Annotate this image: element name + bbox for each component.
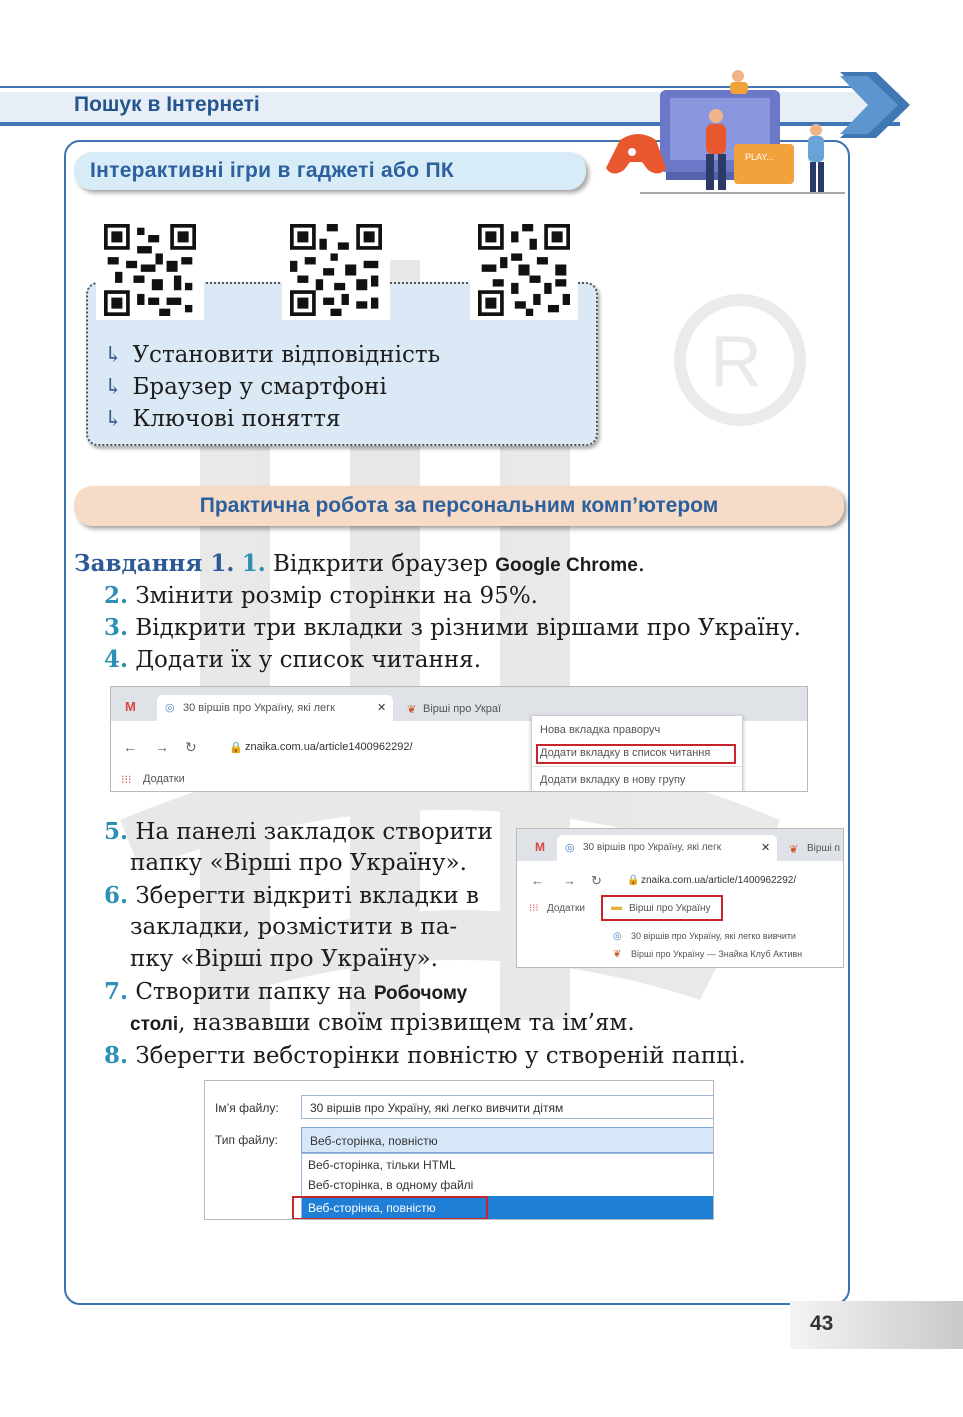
tab-favicon: ❦ [789,844,799,856]
option-complete-selected[interactable]: Веб-сторінка, повністю [302,1196,714,1220]
page-number: 43 [810,1312,834,1335]
bookmark-item-1[interactable]: 30 віршів про Україну, які легко вивчити [631,931,796,941]
task-step-3: 3. Відкрити три вкладки з різними віршами про Україну. [104,614,801,641]
task-step-5-cont: папку «Вірші про Україну». [130,850,467,876]
gmail-icon: M [535,840,545,854]
bookmark-folder[interactable]: ▬ Вірші про Україну [601,895,723,921]
task-step-6-cont: закладки, розмістити в па- [130,914,458,940]
task-step-1: Завдання 1. 1. Відкрити браузер Google Chrome. [74,550,646,577]
reload-icon[interactable]: ↻ [591,873,602,888]
task-step-4: 4. Додати їх у список читання. [104,646,482,673]
filename-input[interactable]: 30 віршів про Україну, які легко вивчити дітям [301,1095,714,1119]
back-icon[interactable]: ← [531,873,544,888]
menu-divider [532,766,742,767]
lock-icon: 🔒 [627,875,640,886]
interactive-games-heading: Інтерактивні ігри в гаджеті або ПК [74,152,586,190]
tab-context-menu [531,715,743,792]
gmail-icon: M [125,699,136,714]
qr-code-3[interactable] [470,216,578,320]
qr-code-icon [478,224,570,316]
qr-code-2[interactable] [282,216,390,320]
tab-favicon: ❦ [407,704,417,716]
address-bar[interactable]: znaika.com.ua/article/1400962292/ [641,875,797,886]
tab-favicon: ◎ [565,842,575,854]
filetype-options [301,1153,714,1220]
gamers-illustration [600,68,850,196]
filetype-select[interactable]: Веб-сторінка, повністю [301,1127,714,1153]
apps-icon: ⁝⁝⁝ [529,903,539,914]
save-dialog-screenshot: Ім’я файлу: 30 віршів про Україну, які легко вивчити дітям Тип файлу: Веб-сторінка, повністю Веб-сторінка, тільки HTML Веб-сторінка, в одному файлі Веб-сторінка, повністю [204,1080,714,1220]
option-single-file[interactable]: Веб-сторінка, в одному файлі [308,1178,474,1192]
task-step-7-cont: столі, назвавши своїм прізвищем та ім’ям. [130,1010,635,1036]
link-smartphone-browser[interactable]: ↳ Браузер у смартфоні [104,374,387,400]
chapter-title: Пошук в Інтернеті [74,93,260,116]
tab-favicon: ◎ [165,702,175,714]
forward-icon[interactable]: → [155,739,169,755]
option-html-only[interactable]: Веб-сторінка, тільки HTML [308,1158,456,1172]
svg-text:PLAY...: PLAY... [745,152,774,162]
task-step-8: 8. Зберегти вебсторінки повністю у створеній папці. [104,1042,746,1069]
close-icon[interactable]: ✕ [761,842,771,854]
close-icon[interactable]: ✕ [377,702,387,714]
arrow-turn-icon: ↳ [104,407,123,432]
bookmark-favicon: ❦ [613,949,622,960]
task-step-5: 5. На панелі закладок створити [104,818,493,845]
menu-item-add-to-group[interactable]: Додати вкладку в нову групу [540,774,686,786]
menu-item-add-to-reading-list[interactable]: Додати вкладку в список читання [540,747,711,759]
chevron-right-icon [840,72,910,138]
qr-code-1[interactable] [96,216,204,320]
forward-icon[interactable]: → [563,873,576,888]
task-step-6-cont2: пку «Вірші про Україну». [130,946,438,972]
tab-poems-1[interactable]: ◎ 30 віршів про Україну, які легк ✕ [157,695,393,721]
qr-code-icon [290,224,382,316]
practical-work-heading: Практична робота за персональним комп’ютером [74,486,844,526]
bookmark-favicon: ◎ [613,931,622,942]
back-icon[interactable]: ← [123,739,137,755]
link-key-concepts[interactable]: ↳ Ключові поняття [104,406,341,432]
arrow-turn-icon: ↳ [104,343,123,368]
task-step-2: 2. Змінити розмір сторінки на 95%. [104,582,538,609]
task-step-6: 6. Зберегти відкриті вкладки в [104,882,479,909]
svg-text:R: R [710,322,762,402]
apps-icon: ⁝⁝⁝ [121,774,132,786]
reload-icon[interactable]: ↻ [185,739,197,755]
task-step-7: 7. Створити папку на Робочому [104,978,468,1005]
address-bar[interactable]: znaika.com.ua/article1400962292/ [245,741,413,753]
lock-icon: 🔒 [229,742,243,754]
menu-item-new-tab-right[interactable]: Нова вкладка праворуч [540,724,661,736]
bookmark-item-2[interactable]: Вірші про Україну — Знайка Клуб Активн [631,949,803,959]
qr-code-icon [104,224,196,316]
browser-screenshot-reading-list: M ◎ 30 віршів про Україну, які легк ✕ ❦ Вірші про Украї ← → ↻ 🔒 znaika.com.ua/article1400962292/ ⁝⁝⁝ Додатки Нова вкладка праворуч Додати вкладку в список читання Додати вкладку в нову групу [110,686,808,792]
link-match[interactable]: ↳ Установити відповідність [104,342,441,368]
folder-icon: ▬ [611,901,622,913]
browser-screenshot-bookmarks: M ◎ 30 віршів про Україну, які легк ✕ ❦ Вірші п ← → ↻ 🔒 znaika.com.ua/article/1400962292/ ⁝⁝⁝ Додатки ▬ Вірші про Україну ◎ 30 віршів про Україну, які легко вивчити ❦ Вірші про Україну — Знайка Клуб Активн [516,828,844,968]
arrow-turn-icon: ↳ [104,375,123,400]
tab-poems-1[interactable]: ◎ 30 віршів про Україну, які легк ✕ [557,835,777,861]
